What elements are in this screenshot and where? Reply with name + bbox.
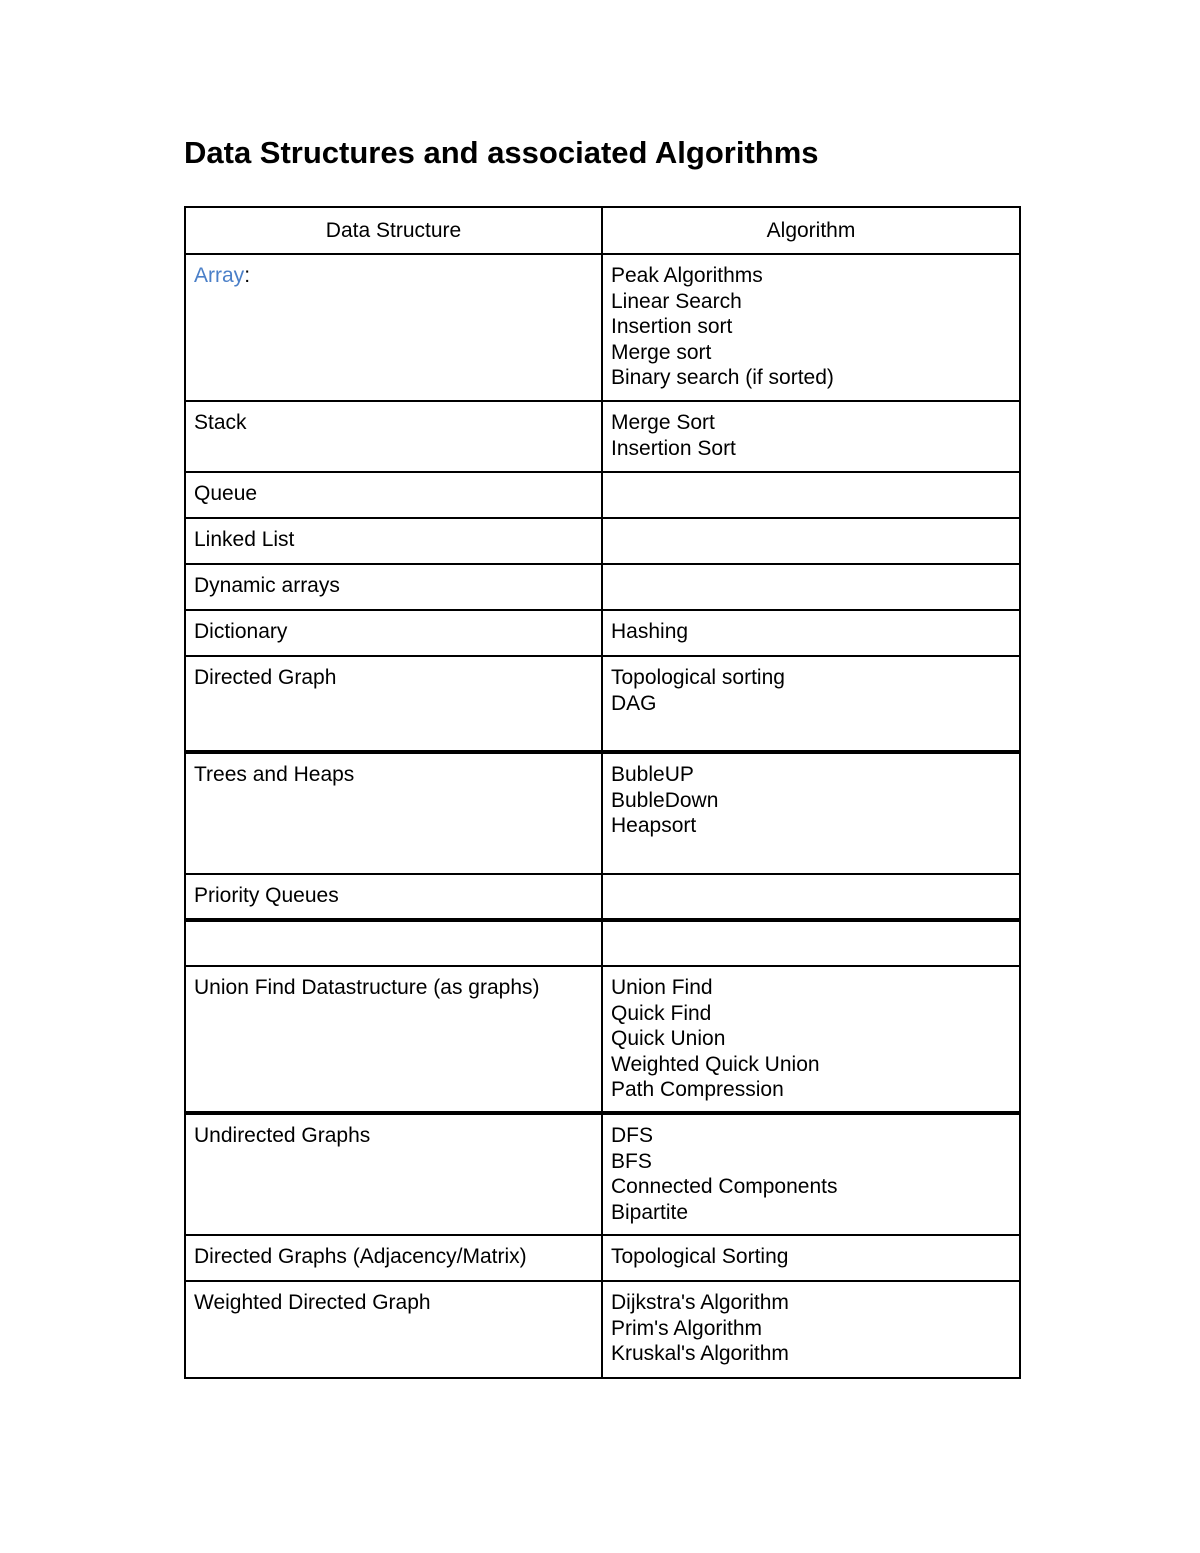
algorithm-cell xyxy=(602,518,1020,564)
algorithm-item: Quick Find xyxy=(611,1001,712,1025)
algorithm-item: Topological sorting xyxy=(611,666,785,689)
table-row xyxy=(185,1235,1020,1281)
algorithm-item: Merge sort xyxy=(611,340,712,364)
algorithm-cell xyxy=(602,656,1020,752)
algorithm-item: Weighted Quick Union xyxy=(611,1052,820,1076)
algorithm-item: Prim's Algorithm xyxy=(611,1316,763,1340)
algorithm-cell xyxy=(602,1113,1020,1235)
table-row-empty xyxy=(185,920,1020,966)
structure-cell: Directed Graph xyxy=(185,656,602,752)
structure-cell xyxy=(185,254,602,401)
algorithm-item: BubleUP xyxy=(611,763,694,786)
structure-cell: Stack xyxy=(185,401,602,472)
algorithm-cell xyxy=(602,610,1020,656)
algorithm-item: Connected Components xyxy=(611,1175,838,1198)
algorithm-cell xyxy=(602,254,1020,401)
algorithm-item: Topological Sorting xyxy=(611,1245,789,1268)
data-structures-table xyxy=(184,206,1021,1379)
algorithm-cell xyxy=(602,1235,1020,1281)
structure-cell: Priority Queues xyxy=(185,874,602,920)
algorithm-item: Merge Sort xyxy=(611,411,715,434)
algorithm-cell xyxy=(602,564,1020,610)
algorithm-item: Bipartite xyxy=(611,1200,689,1224)
table-row xyxy=(185,564,1020,610)
algorithm-item: Dijkstra's Algorithm xyxy=(611,1291,789,1314)
algorithm-cell xyxy=(602,401,1020,472)
structure-cell: Dictionary xyxy=(185,610,602,656)
algorithm-cell xyxy=(602,752,1020,874)
algorithm-item: DAG xyxy=(611,691,657,715)
algorithm-item: Insertion Sort xyxy=(611,436,736,460)
array-link[interactable]: Array xyxy=(194,264,245,287)
structure-cell: Dynamic arrays xyxy=(185,564,602,610)
table-row xyxy=(185,1113,1020,1235)
table-row xyxy=(185,610,1020,656)
header-algorithm: Algorithm xyxy=(602,207,1020,254)
algorithm-cell xyxy=(602,1281,1020,1378)
structure-cell: Trees and Heaps xyxy=(185,752,602,874)
structure-cell: Weighted Directed Graph xyxy=(185,1281,602,1378)
algorithm-cell xyxy=(602,966,1020,1113)
table-row xyxy=(185,656,1020,752)
algorithm-item: Quick Union xyxy=(611,1027,726,1050)
structure-cell: Union Find Datastructure (as graphs) xyxy=(185,966,602,1113)
algorithm-item: Hashing xyxy=(611,620,689,643)
header-data-structure: Data Structure xyxy=(185,207,602,254)
algorithm-item: Heapsort xyxy=(611,814,697,837)
table-row xyxy=(185,472,1020,518)
algorithm-item: Binary search (if sorted) xyxy=(611,366,834,389)
table-row xyxy=(185,401,1020,472)
algorithm-item: Kruskal's Algorithm xyxy=(611,1342,789,1365)
table-header-row xyxy=(185,207,1020,254)
algorithm-item: Linear Search xyxy=(611,289,742,313)
array-suffix: : xyxy=(244,264,251,287)
table-row xyxy=(185,874,1020,920)
algorithm-item: Insertion sort xyxy=(611,315,733,338)
algorithm-item: Peak Algorithms xyxy=(611,264,763,287)
algorithm-item: DFS xyxy=(611,1124,653,1147)
structure-cell: Queue xyxy=(185,472,602,518)
structure-cell xyxy=(185,920,602,966)
algorithm-item: Path Compression xyxy=(611,1078,784,1101)
table-row xyxy=(185,518,1020,564)
algorithm-cell xyxy=(602,920,1020,966)
page-title: Data Structures and associated Algorithms xyxy=(184,135,819,170)
algorithm-item: BFS xyxy=(611,1149,652,1173)
algorithm-item: BubleDown xyxy=(611,788,719,812)
algorithm-cell xyxy=(602,472,1020,518)
table-row-array xyxy=(185,254,1020,401)
algorithm-item: Union Find xyxy=(611,976,713,999)
structure-cell: Linked List xyxy=(185,518,602,564)
table-row xyxy=(185,752,1020,874)
algorithm-cell xyxy=(602,874,1020,920)
table-row xyxy=(185,966,1020,1113)
structure-cell: Directed Graphs (Adjacency/Matrix) xyxy=(185,1235,602,1281)
table-row xyxy=(185,1281,1020,1378)
structure-cell: Undirected Graphs xyxy=(185,1113,602,1235)
